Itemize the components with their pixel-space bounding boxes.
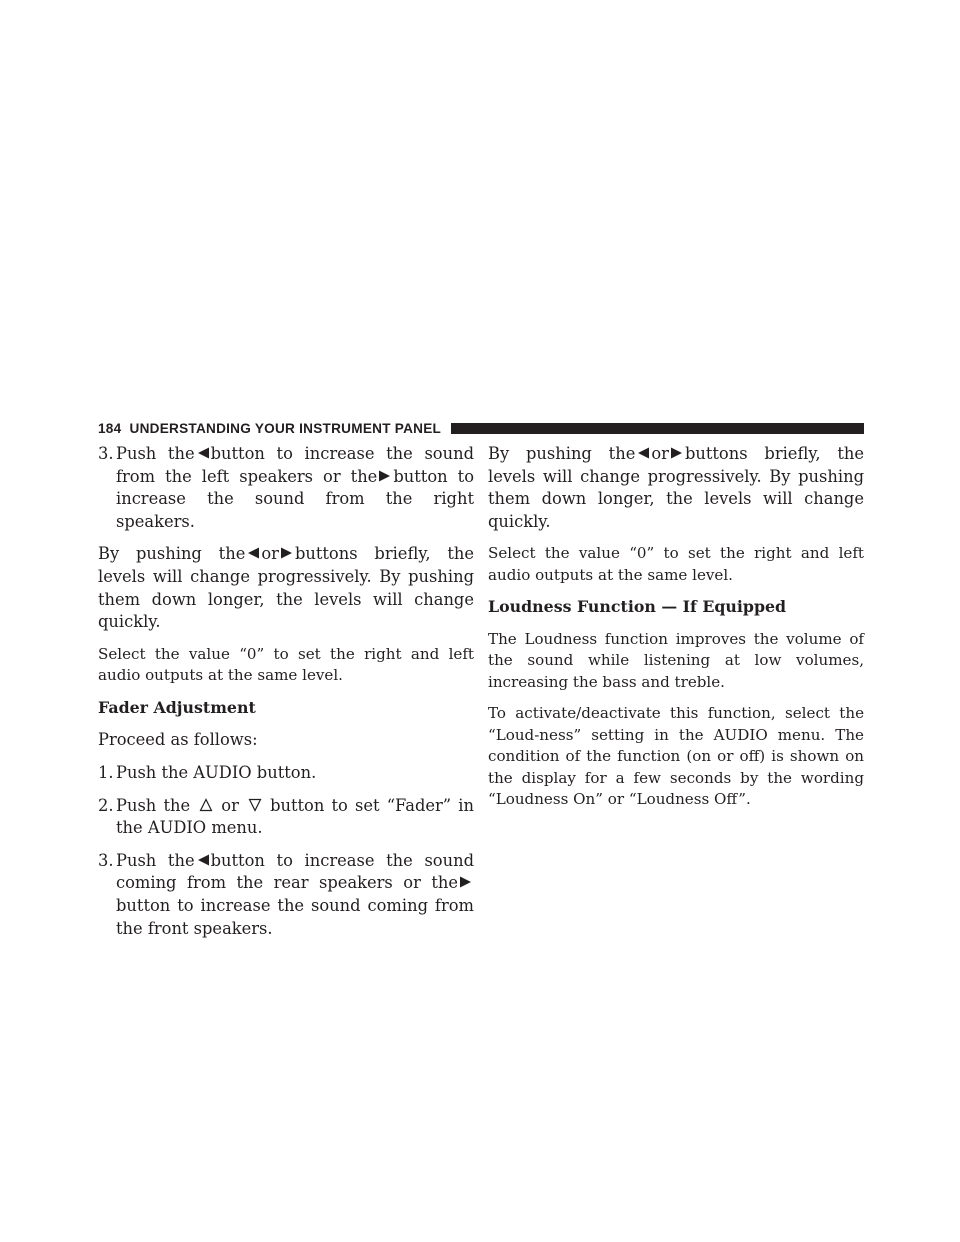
page-number: 184 xyxy=(98,420,122,436)
loudness-activate-paragraph: To activate/deactivate this function, select the “Loud-ness” setting in the AUDIO menu. The condition of the function (on or off) is shown on the display for a few seconds by the wording “Loudness On” or “Loudness Off”. xyxy=(488,704,864,809)
left-arrow-icon xyxy=(636,446,650,460)
step-number: 1. xyxy=(98,762,114,782)
page-header xyxy=(98,420,864,436)
step-number: 3. xyxy=(98,850,114,870)
left-arrow-icon xyxy=(246,546,260,560)
section-title: UNDERSTANDING YOUR INSTRUMENT PANEL xyxy=(129,420,442,436)
step-3-balance: 3. Push the button to increase the sound from the left speakers or the button to increase the sound from the right speakers. xyxy=(98,444,474,531)
down-triangle-icon xyxy=(248,798,262,812)
loudness-description: The Loudness function improves the volume of the sound while listening at low volumes, increasing the bass and treble. xyxy=(488,629,864,691)
header-rule xyxy=(451,423,864,434)
page-header-text xyxy=(98,421,441,436)
loudness-heading: Loudness Function — If Equipped xyxy=(488,597,787,617)
right-arrow-icon xyxy=(378,469,392,483)
left-arrow-icon xyxy=(196,853,210,867)
select-zero-paragraph: Select the value “0” to set the right and left audio outputs at the same level. xyxy=(488,544,864,584)
fader-heading: Fader Adjustment xyxy=(98,697,256,717)
step-number: 2. xyxy=(98,795,114,815)
select-zero-paragraph: Select the value “0” to set the right and left audio outputs at the same level. xyxy=(98,644,474,685)
right-arrow-icon xyxy=(670,446,684,460)
step-number: 3. xyxy=(98,444,114,463)
right-arrow-icon xyxy=(280,546,294,560)
up-triangle-icon xyxy=(199,798,213,812)
pushing-paragraph: By pushing the or buttons briefly, the levels will change progressively. By pushing them down longer, the levels will change quickly. xyxy=(488,444,864,531)
step-3-fader: 3. Push the button to increase the sound coming from the rear speakers or the button to increase the sound coming from the front speakers. xyxy=(98,850,474,938)
right-arrow-icon xyxy=(459,875,473,889)
pushing-paragraph: By pushing the or buttons briefly, the levels will change progressively. By pushing them down longer, the levels will change quickly. xyxy=(98,544,474,632)
left-arrow-icon xyxy=(196,446,210,460)
right-column xyxy=(488,443,864,821)
step-2: 2. Push the or button to set “Fader” in the AUDIO menu. xyxy=(98,795,474,838)
step-1: 1. Push the AUDIO button. xyxy=(98,762,474,785)
left-column xyxy=(98,443,474,950)
proceed-paragraph: Proceed as follows: xyxy=(98,730,258,750)
